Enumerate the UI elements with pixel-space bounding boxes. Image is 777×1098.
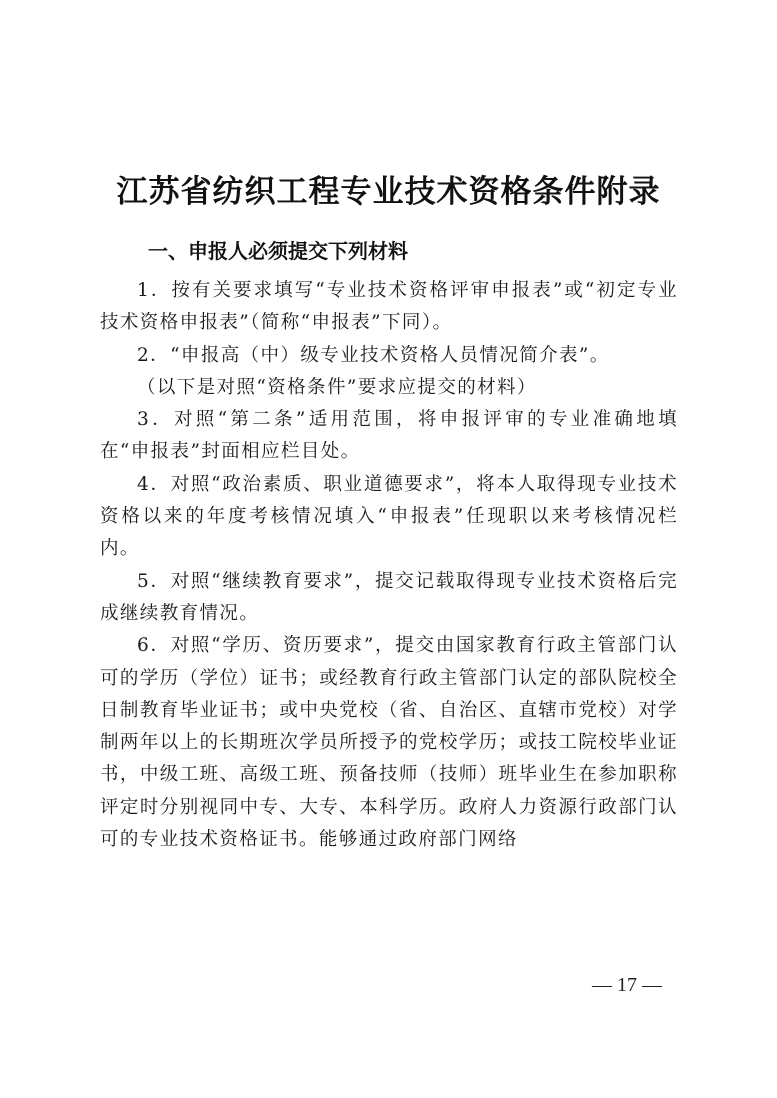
page-number: — 17 — <box>592 974 662 996</box>
page-title: 江苏省纺织工程专业技术资格条件附录 <box>116 174 661 210</box>
paragraph-7: 6．对照“学历、资历要求”，提交由国家教育行政主管部门认可的学历（学位）证书；或经教育行政主管部门认定的部队院校全日制教育毕业证书；或中央党校（省、自治区、直辖市党校）对学制两年以上的长期班次学员所授予的党校学历；或技工院校毕业证书，中级工班、高级工班、预备技师（技师）班毕业生在参加职称评定时分别视同中专、大专、本科学历。政府人力资源行政部门认可的专业技术资格证书。能够通过政府部门网络 <box>100 635 678 851</box>
paragraph-6: 5．对照“继续教育要求”，提交记载取得现专业技术资格后完成继续教育情况。 <box>100 570 678 624</box>
paragraph-4: 3．对照“第二条”适用范围，将申报评审的专业准确地填在“申报表”封面相应栏目处。 <box>100 409 678 463</box>
paragraph-5: 4．对照“政治素质、职业道德要求”，将本人取得现专业技术资格以来的年度考核情况填入“申报表”任现职以来考核情况栏内。 <box>100 473 678 560</box>
paragraph-3: （以下是对照“资格条件”要求应提交的材料） <box>137 376 537 398</box>
paragraph-2: 2．“申报高（中）级专业技术资格人员情况简介表”。 <box>137 344 610 366</box>
paragraph-1: 1．按有关要求填写“专业技术资格评审申报表”或“初定专业技术资格申报表”（简称“申报表”下同）。 <box>100 280 678 334</box>
body-text <box>100 275 678 856</box>
section-heading: 一、申报人必须提交下列材料 <box>148 239 408 263</box>
